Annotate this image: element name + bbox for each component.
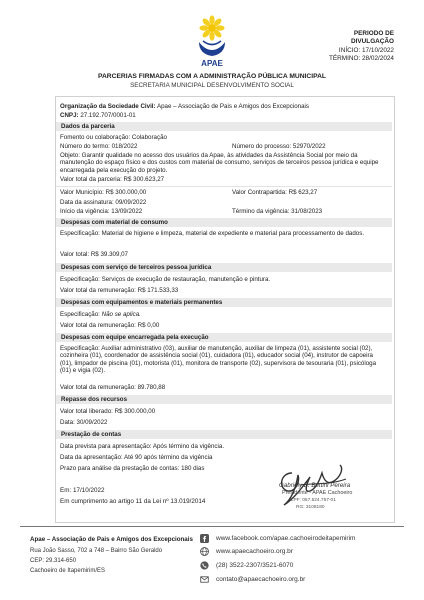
signer-role: Presidente - APAE Cachoeiro: [282, 490, 353, 496]
period-start: INÍCIO: 17/10/2022: [338, 46, 394, 54]
dados-heading: Dados da parceria: [61, 123, 115, 130]
equipe-heading: Despesas com equipe encarregada pela execução: [61, 334, 209, 341]
repasse-heading: Repasse dos recursos: [61, 396, 128, 403]
equipamentos-valor: Valor total da remuneração: R$ 0,00: [60, 322, 160, 329]
section-terceiros: [56, 263, 392, 272]
terceiros-valor: Valor total da remuneração: R$ 171.533,33: [60, 287, 179, 294]
fomento: Fomento ou colaboração: Colaboração: [60, 134, 167, 141]
page-subtitle: SECRETARIA MUNICIPAL DESENVOLVIMENTO SOCIAL: [130, 82, 294, 89]
cnpj-line: [60, 112, 136, 119]
org-value: Apae – Associação de Pais e Amigos dos Excepcionais: [156, 103, 310, 110]
signer-rg: RG: 3108180: [296, 505, 325, 510]
signer-cpf: CPF: 057.524.757-01: [290, 498, 336, 503]
consumo-especificacao: Especificação: Material de higiene e limpeza, material de expediente e material para processamento de dados.: [60, 230, 365, 237]
termo: Número do termo: 018/2022: [60, 143, 138, 150]
termino-vigencia: Término da vigência: 31/08/2023: [232, 208, 323, 215]
contas-heading: Prestação de contas: [61, 431, 122, 438]
org-label: Organização da Sociedade Civil:: [60, 103, 156, 110]
org-line: [60, 103, 309, 110]
phone-icon: [200, 561, 209, 570]
terceiros-heading: Despesas com serviço de terceiros pessoa jurídica: [61, 264, 212, 271]
consumo-valor: Valor total: R$ 39.309,07: [60, 251, 128, 258]
facebook-link[interactable]: www.facebook.com/apae.cachoeirodeitapemirim: [216, 535, 356, 542]
email-icon: [200, 575, 209, 584]
contas-prazo: Prazo para análise da prestação de contas: 180 dias: [60, 465, 205, 472]
facebook-icon: [200, 534, 209, 543]
cnpj-value: 27.192.707/0001-01: [80, 112, 136, 119]
data-assinatura: Data da assinatura: 09/09/2022: [60, 199, 147, 206]
footer-address: Rua João Sasso, 702 a 748 – Bairro São Geraldo: [30, 548, 163, 554]
phone-number: (28) 3522-2307/3521-6070: [216, 562, 294, 569]
period-end: TÉRMINO: 28/02/2024: [328, 55, 394, 63]
contas-prevista: Data prevista para apresentação: Após término da vigência.: [60, 443, 225, 450]
equipamentos-especificacao-line: [60, 311, 141, 318]
divider: [56, 186, 392, 187]
footer-city: Cachoeiro de Itapemirim/ES: [30, 568, 106, 574]
valor-contrapartida: Valor Contrapartida: R$ 623,27: [232, 189, 318, 196]
globe-icon: [200, 547, 209, 556]
equipamentos-espec-label: Especificação:: [60, 311, 100, 318]
valor-municipio: Valor Município: R$ 300.000,00: [60, 189, 147, 196]
footer-cep: CEP: 29.314-650: [30, 558, 77, 564]
section-dados: [56, 122, 392, 131]
terceiros-especificacao: Especificação: Serviços de execução de restauração, manutenção e pintura.: [60, 276, 271, 283]
repasse-data: Data: 30/09/2022: [60, 419, 108, 426]
page-title: PARCERIAS FIRMADAS COM A ADMINISTRAÇÃO PÚBLICA MUNICIPAL: [98, 73, 326, 80]
email-link[interactable]: contato@apaecachoeiro.org.br: [216, 576, 306, 583]
equipamentos-espec-value: Não se aplica.: [101, 311, 141, 318]
section-contas: [56, 430, 392, 439]
period-block: [328, 30, 394, 64]
section-consumo: [56, 218, 392, 227]
valor-total-parceria: Valor total da parceria: R$ 300.623,27: [60, 176, 165, 183]
processo: Número do processo: 52970/2022: [232, 143, 326, 150]
signer-name: Gabriely B. Bettini Pereira: [279, 482, 351, 489]
footer-divider: [20, 526, 404, 527]
section-equipe: [56, 333, 392, 342]
objeto: Objeto: Garantir qualidade no acesso dos usuários da Apae, às atividades da Assistência Social por meio da manutenção do espaço físico e dos custos com material de consumo, serviços de terceiros pessoa jurídica e equipe encarregada pela execução do projeto.: [60, 152, 379, 174]
apae-logo: [193, 10, 231, 70]
legal-note: Em cumprimento ao artigo 11 da Lei nº 13.019/2014: [60, 498, 206, 505]
website-link[interactable]: www.apaecachoeiro.org.br: [216, 548, 293, 555]
section-repasse: [56, 395, 392, 404]
section-equipamentos: [56, 298, 392, 307]
period-title: PERIODO DE DIVULGAÇÃO: [351, 30, 394, 46]
issue-date: Em: 17/10/2022: [60, 487, 105, 494]
equipe-valor: Valor total da remuneração: 89.780,88: [60, 384, 166, 391]
equipe-especificacao: Especificação: Auxiliar administrativo (03), auxiliar de manutenção, auxiliar de limpeza (01), assistente social (02), cozinheira (01), coordenador de assistência social (01), cuidadora (01), educador social (04), instrutor de capoeira (01), limpador de piscina (01), motorista (01), monitora de transporte (02), supervisora de tesouraria (01), psicóloga (01) e vigia (02).: [60, 345, 377, 375]
footer-org: Apae – Associação de Pais e Amigos dos Excepcionais: [30, 536, 193, 543]
equipamentos-heading: Despesas com equipamentos e materiais permanentes: [61, 299, 223, 306]
cnpj-label: CNPJ:: [60, 112, 79, 119]
inicio-vigencia: Início da vigência: 13/09/2022: [60, 208, 143, 215]
consumo-heading: Despesas com material de consumo: [61, 219, 168, 226]
repasse-valor: Valor total liberado: R$ 300.000,00: [60, 408, 156, 415]
logo-text: APAE: [201, 59, 223, 68]
contas-apresentacao: Data da apresentação: Até 90 após término da vigência: [60, 454, 213, 461]
